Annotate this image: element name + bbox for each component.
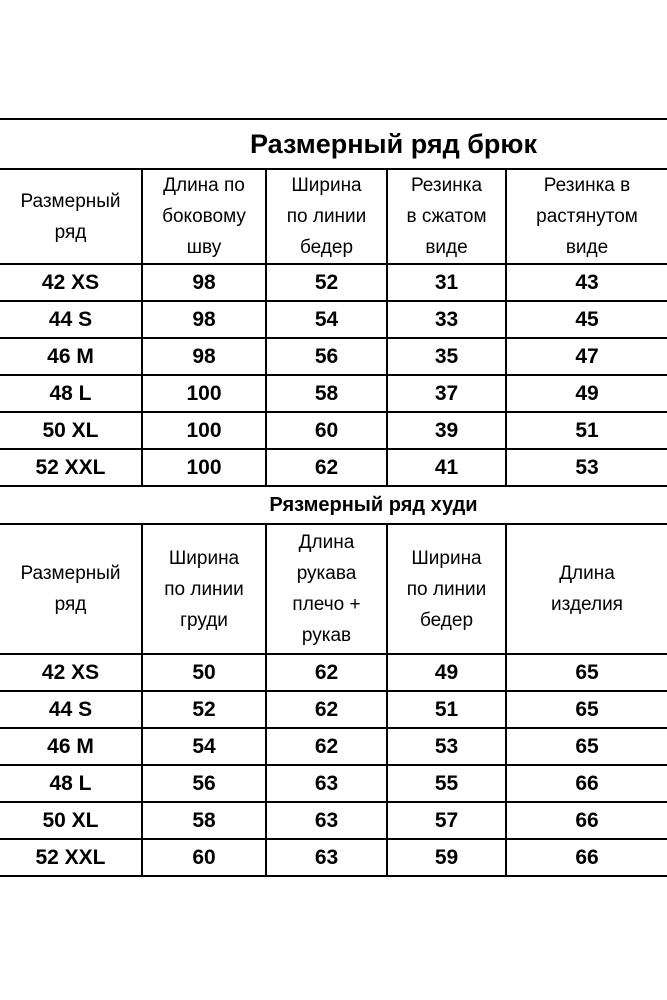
measurement-cell: 60 bbox=[142, 839, 266, 876]
header-line: Длина по bbox=[163, 175, 245, 196]
measurement-cell: 58 bbox=[142, 802, 266, 839]
header-line: ряд bbox=[54, 221, 87, 243]
header-line: Ширина bbox=[291, 175, 362, 196]
measurement-cell: 54 bbox=[266, 301, 387, 338]
measurement-cell: 53 bbox=[387, 728, 506, 765]
measurement-cell: 35 bbox=[387, 338, 506, 375]
measurement-cell: 50 bbox=[142, 654, 266, 691]
table-row bbox=[0, 375, 667, 412]
size-label-cell: 44 S bbox=[0, 691, 142, 728]
measurement-cell: 39 bbox=[387, 412, 506, 449]
measurement-cell: 31 bbox=[387, 264, 506, 301]
hoodie-table-title: Рязмерный ряд худи bbox=[0, 486, 667, 524]
table-row bbox=[0, 301, 667, 338]
measurement-cell: 100 bbox=[142, 412, 266, 449]
size-table bbox=[0, 118, 667, 877]
pants-column-header bbox=[506, 169, 667, 264]
hoodie-column-header bbox=[0, 524, 142, 654]
measurement-cell: 33 bbox=[387, 301, 506, 338]
size-label-cell: 46 M bbox=[0, 338, 142, 375]
header-line: изделия bbox=[551, 594, 623, 615]
measurement-cell: 56 bbox=[142, 765, 266, 802]
measurement-cell: 37 bbox=[387, 375, 506, 412]
measurement-cell: 53 bbox=[506, 449, 667, 486]
header-line: Резинка в bbox=[543, 175, 631, 196]
table-row bbox=[0, 654, 667, 691]
pants-header-row bbox=[0, 169, 667, 264]
header-line: растянутом bbox=[536, 206, 638, 227]
header-line: по линии bbox=[286, 206, 367, 227]
header-line: груди bbox=[180, 609, 228, 631]
hoodie-column-header bbox=[387, 524, 506, 654]
measurement-cell: 62 bbox=[266, 449, 387, 486]
measurement-cell: 65 bbox=[506, 691, 667, 728]
header-line: Длина bbox=[559, 563, 615, 584]
header-line: Длина bbox=[298, 532, 355, 553]
measurement-cell: 49 bbox=[387, 654, 506, 691]
table-row bbox=[0, 691, 667, 728]
table-row bbox=[0, 338, 667, 375]
header-line: Размерный bbox=[20, 563, 121, 584]
measurement-cell: 51 bbox=[506, 412, 667, 449]
pants-column-header bbox=[142, 169, 266, 264]
measurement-cell: 52 bbox=[142, 691, 266, 728]
measurement-cell: 62 bbox=[266, 654, 387, 691]
table-row bbox=[0, 839, 667, 876]
measurement-cell: 62 bbox=[266, 691, 387, 728]
header-line: Резинка bbox=[410, 175, 483, 196]
pants-table-title: Размерный ряд брюк bbox=[0, 119, 667, 169]
measurement-cell: 43 bbox=[506, 264, 667, 301]
measurement-cell: 51 bbox=[387, 691, 506, 728]
size-label-cell: 48 L bbox=[0, 375, 142, 412]
table-row bbox=[0, 264, 667, 301]
size-label-cell: 42 XS bbox=[0, 654, 142, 691]
size-label-cell: 42 XS bbox=[0, 264, 142, 301]
measurement-cell: 62 bbox=[266, 728, 387, 765]
pants-title-row bbox=[0, 119, 667, 169]
measurement-cell: 41 bbox=[387, 449, 506, 486]
pants-column-header bbox=[266, 169, 387, 264]
measurement-cell: 63 bbox=[266, 839, 387, 876]
header-line: рукав bbox=[301, 625, 352, 646]
measurement-cell: 65 bbox=[506, 654, 667, 691]
size-label-cell: 52 XXL bbox=[0, 839, 142, 876]
header-line: Размерный bbox=[20, 190, 121, 212]
size-label-cell: 50 XL bbox=[0, 412, 142, 449]
header-line: рукава bbox=[296, 563, 357, 584]
measurement-cell: 63 bbox=[266, 802, 387, 839]
table-row bbox=[0, 765, 667, 802]
header-line: ряд bbox=[54, 594, 87, 615]
header-line: виде bbox=[565, 237, 609, 258]
size-chart bbox=[0, 118, 667, 877]
measurement-cell: 65 bbox=[506, 728, 667, 765]
pants-column-header bbox=[387, 169, 506, 264]
measurement-cell: 60 bbox=[266, 412, 387, 449]
measurement-cell: 100 bbox=[142, 449, 266, 486]
header-line: бедер bbox=[299, 237, 354, 258]
measurement-cell: 55 bbox=[387, 765, 506, 802]
measurement-cell: 66 bbox=[506, 765, 667, 802]
header-line: по линии bbox=[406, 578, 487, 600]
measurement-cell: 56 bbox=[266, 338, 387, 375]
measurement-cell: 63 bbox=[266, 765, 387, 802]
table-row bbox=[0, 728, 667, 765]
hoodie-title-row bbox=[0, 486, 667, 524]
hoodie-column-header bbox=[506, 524, 667, 654]
measurement-cell: 57 bbox=[387, 802, 506, 839]
size-label-cell: 48 L bbox=[0, 765, 142, 802]
measurement-cell: 59 bbox=[387, 839, 506, 876]
hoodie-column-header bbox=[266, 524, 387, 654]
measurement-cell: 98 bbox=[142, 338, 266, 375]
measurement-cell: 52 bbox=[266, 264, 387, 301]
measurement-cell: 100 bbox=[142, 375, 266, 412]
measurement-cell: 58 bbox=[266, 375, 387, 412]
pants-column-header bbox=[0, 169, 142, 264]
header-line: в сжатом bbox=[406, 206, 487, 227]
header-line: Ширина bbox=[168, 547, 240, 569]
header-line: по линии bbox=[164, 578, 244, 600]
table-row bbox=[0, 412, 667, 449]
measurement-cell: 54 bbox=[142, 728, 266, 765]
hoodie-header-row bbox=[0, 524, 667, 654]
measurement-cell: 98 bbox=[142, 301, 266, 338]
measurement-cell: 66 bbox=[506, 839, 667, 876]
size-label-cell: 52 XXL bbox=[0, 449, 142, 486]
header-line: боковому bbox=[162, 206, 246, 227]
table-row bbox=[0, 449, 667, 486]
measurement-cell: 45 bbox=[506, 301, 667, 338]
size-label-cell: 44 S bbox=[0, 301, 142, 338]
hoodie-column-header bbox=[142, 524, 266, 654]
size-label-cell: 46 M bbox=[0, 728, 142, 765]
measurement-cell: 47 bbox=[506, 338, 667, 375]
header-line: Ширина bbox=[411, 547, 482, 569]
measurement-cell: 98 bbox=[142, 264, 266, 301]
header-line: бедер bbox=[419, 609, 474, 631]
header-line: плечо + bbox=[292, 594, 361, 615]
header-line: шву bbox=[186, 237, 222, 258]
header-line: виде bbox=[425, 237, 468, 258]
size-label-cell: 50 XL bbox=[0, 802, 142, 839]
measurement-cell: 49 bbox=[506, 375, 667, 412]
table-row bbox=[0, 802, 667, 839]
measurement-cell: 66 bbox=[506, 802, 667, 839]
